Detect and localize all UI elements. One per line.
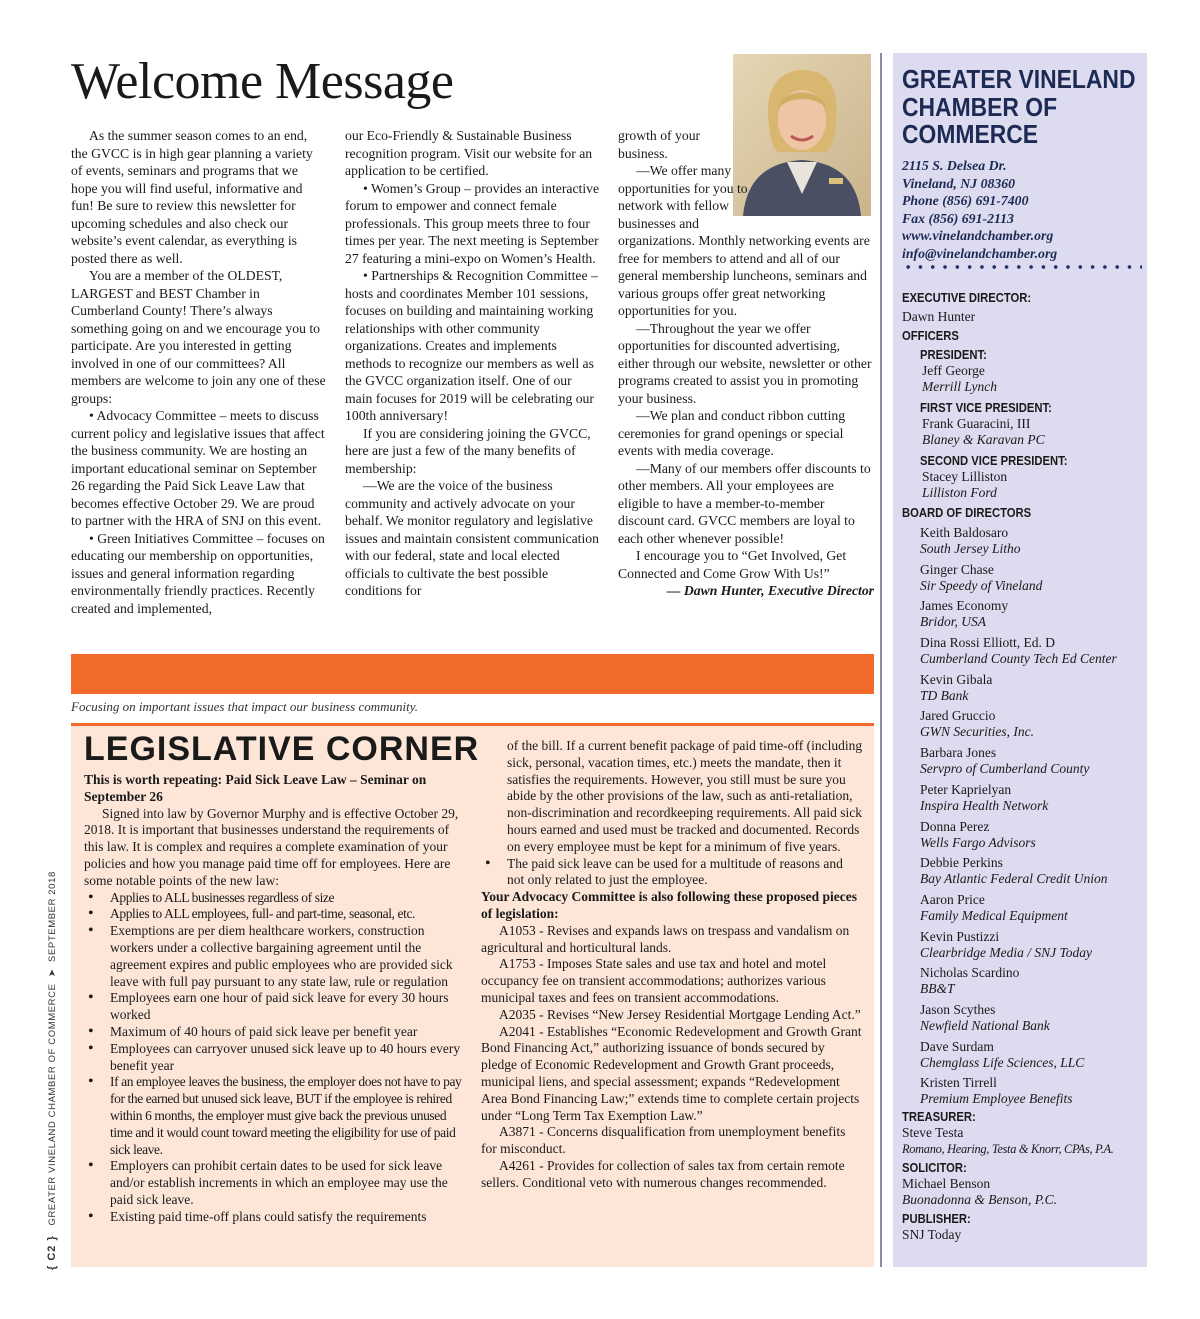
member-name: James Economy xyxy=(920,598,1009,614)
member-name: Kevin Gibala xyxy=(920,671,993,687)
running-footer xyxy=(46,871,62,1270)
paragraph: You are a member of the OLDEST, LARGEST and BEST Chamber in Cumberland County! There’s always something going on and we encourage you to participate. Are you interested in getting involved in one of our committees? All members are welcome to join any one of these groups: xyxy=(71,268,326,406)
member-org: Premium Employee Benefits xyxy=(920,1091,1073,1107)
title-line: GREATER VINELAND xyxy=(902,64,1136,94)
member-org: Wells Fargo Advisors xyxy=(920,834,1036,850)
board-member xyxy=(902,672,1142,704)
website-link[interactable]: www.vinelandchamber.org xyxy=(902,228,1054,244)
officer-org: Lilliston Ford xyxy=(922,485,997,500)
paragraph: —Throughout the year we offer opportunities for discounted advertising, either through our website, newsletter or other programs created to assist you in promoting your business. xyxy=(618,320,872,406)
title-line: COMMERCE xyxy=(902,119,1039,149)
officer-name: Jeff George xyxy=(922,363,985,378)
welcome-column-2 xyxy=(345,127,601,600)
member-org: Cumberland County Tech Ed Center xyxy=(920,651,1117,667)
officer-entry xyxy=(902,347,1142,395)
member-org: Servpro of Cumberland County xyxy=(920,761,1090,777)
welcome-title: Welcome Message xyxy=(71,53,454,110)
board-member xyxy=(902,782,1142,814)
bill-item: A2041 - Establishes “Economic Redevelopment and Growth Grant Bond Financing Act,” authorizing issuance of bonds secured by pledge of Economic Redevelopment and Growth Grant proceeds, municipal liens, and special assessment; expands “Redevelopment Area Bond Financing Law;” extends time to complete certain projects under “Long Term Tax Exemption Law.” xyxy=(481,1023,862,1123)
member-name: Jason Scythes xyxy=(920,1001,996,1017)
member-org: Bay Atlantic Federal Credit Union xyxy=(920,871,1108,887)
member-name: Jared Gruccio xyxy=(920,708,996,724)
member-name: Kevin Pustizzi xyxy=(920,928,1000,944)
board-member xyxy=(902,855,1142,887)
treasurer-label: TREASURER: xyxy=(902,1110,976,1125)
publication-name: GREATER VINELAND CHAMBER OF COMMERCE xyxy=(47,983,58,1226)
issue-date: SEPTEMBER 2018 xyxy=(47,871,58,962)
solicitor-entry xyxy=(902,1160,1142,1208)
dotted-divider xyxy=(902,264,1142,270)
publisher-entry xyxy=(902,1211,1142,1243)
member-name: Kristen Tirrell xyxy=(920,1075,997,1091)
exec-name: Dawn Hunter xyxy=(902,309,976,324)
board-member xyxy=(902,562,1142,594)
officer-org: Merrill Lynch xyxy=(922,379,997,394)
chevron-right-icon: ➤ xyxy=(47,968,58,977)
orange-divider-bar xyxy=(71,654,874,694)
paragraph: growth of your business. xyxy=(618,128,701,161)
legislative-title: LEGISLATIVE CORNER xyxy=(84,730,480,768)
member-name: Aaron Price xyxy=(920,891,985,907)
officer-role: FIRST VICE PRESIDENT: xyxy=(920,401,1052,415)
fax-number: Fax (856) 691-2113 xyxy=(902,210,1014,226)
bill-item: A4261 - Provides for collection of sales tax from certain remote sellers. Conditional veto with numerous changes recommended. xyxy=(481,1157,845,1190)
chamber-title xyxy=(902,64,1136,149)
list-item: • Applies to ALL employees, full- and part-time, seasonal, etc. xyxy=(84,906,466,923)
board-member xyxy=(902,635,1142,667)
board-member xyxy=(902,745,1142,777)
bullet-list xyxy=(84,890,466,1226)
officer-name: Frank Guaracini, III xyxy=(922,416,1031,431)
list-item: • Applies to ALL businesses regardless of size xyxy=(84,890,466,907)
bill-item: A1753 - Imposes State sales and use tax and hotel and motel occupancy fee on transient accommodations; authorizes various municipal taxes and fees on transient accommodations. xyxy=(481,956,827,1005)
list-item: • If an employee leaves the business, the employer does not have to pay for the earned but unused sick leave, BUT if the employee is rehired within 6 months, the employer must give back the previous unused time and it would count toward meeting the eligibility for use of paid sick leave. xyxy=(84,1074,466,1158)
legislative-column-1 xyxy=(84,772,466,1226)
member-name: Nicholas Scardino xyxy=(920,965,1020,981)
member-name: Dave Surdam xyxy=(920,1038,994,1054)
board-member xyxy=(902,598,1142,630)
address-line: 2115 S. Delsea Dr. xyxy=(902,158,1007,173)
solicitor-label: SOLICITOR: xyxy=(902,1161,967,1176)
treasurer-org: Romano, Hearing, Testa & Knorr, CPAs, P.A. xyxy=(902,1142,1114,1157)
exec-label: EXECUTIVE DIRECTOR: xyxy=(902,291,1032,305)
bill-item: A3871 - Concerns disqualification from unemployment benefits for misconduct. xyxy=(481,1124,846,1157)
photo-spacer xyxy=(750,127,874,229)
subhead: This is worth repeating: Paid Sick Leave Law – Seminar on September 26 xyxy=(84,772,427,804)
member-name: Debbie Perkins xyxy=(920,855,1003,871)
member-name: Ginger Chase xyxy=(920,561,994,577)
list-item: • Employers can prohibit certain dates to be used for sick leave and/or establish increments in which an employee may use the paid sick leave. xyxy=(84,1158,466,1208)
member-name: Barbara Jones xyxy=(920,745,997,761)
publisher-name: SNJ Today xyxy=(902,1227,962,1243)
officer-entry xyxy=(902,453,1142,501)
member-name: Keith Baldosaro xyxy=(920,525,1009,540)
member-org: Sir Speedy of Vineland xyxy=(920,577,1043,593)
member-org: Clearbridge Media / SNJ Today xyxy=(920,944,1092,960)
member-org: Chemglass Life Sciences, LLC xyxy=(920,1054,1085,1070)
staff-list xyxy=(902,291,1142,1243)
list-item: • The paid sick leave can be used for a multitude of reasons and not only related to just the employee. xyxy=(481,856,863,890)
contact-info xyxy=(902,157,1057,263)
welcome-column-1 xyxy=(71,127,327,617)
sidebar-divider xyxy=(880,53,882,1267)
paragraph: —We plan and conduct ribbon cutting ceremonies for grand openings or special events with media coverage. xyxy=(618,408,846,458)
solicitor-name: Michael Benson xyxy=(902,1176,991,1192)
section-tagline: Focusing on important issues that impact our business community. xyxy=(71,699,419,714)
bullet-list xyxy=(481,856,863,890)
treasurer-entry xyxy=(902,1109,1142,1157)
member-name: Peter Kaprielyan xyxy=(920,781,1012,797)
city-line: Vineland, NJ 08360 xyxy=(902,175,1016,191)
welcome-column-3 xyxy=(618,127,874,600)
officer-name: Stacey Lilliston xyxy=(922,469,1008,484)
member-org: Bridor, USA xyxy=(920,614,987,630)
list-item: • Employees earn one hour of paid sick leave for every 30 hours worked xyxy=(84,990,466,1024)
paragraph: • Green Initiatives Committee – focuses on educating our membership on opportunities, issues and general information regarding environmentally friendly practices. Recently created and implemented, xyxy=(71,530,325,616)
board-member xyxy=(902,929,1142,961)
officer-role: PRESIDENT: xyxy=(920,348,987,362)
bill-item: A2035 - Revises “New Jersey Residential Mortgage Lending Act.” xyxy=(499,1006,861,1022)
paragraph: —We offer many opportunities for you to network with fellow businesses and organizations. Monthly networking events are free for members to attend and all of our general membership luncheons, seminars and various groups offer great networking opportunities for you. xyxy=(618,163,870,318)
paragraph: As the summer season comes to an end, the GVCC is in high gear planning a variety of events, seminars and programs that we hope you will find useful, informative and fun! Be sure to review this newsletter for upcoming schedules and also check our website’s event calendar, as everything is posted there as well. xyxy=(71,128,313,266)
list-item: • Existing paid time-off plans could satisfy the requirements xyxy=(84,1209,466,1226)
paragraph: our Eco-Friendly & Sustainable Business recognition program. Visit our website for an application to be certified. xyxy=(345,128,593,178)
board-member xyxy=(902,525,1142,557)
signature: — Dawn Hunter, Executive Director xyxy=(666,583,874,598)
title-line: CHAMBER OF xyxy=(902,91,1058,122)
member-org: Inspira Health Network xyxy=(920,797,1049,813)
member-name: Dina Rossi Elliott, Ed. D xyxy=(920,635,1055,651)
paragraph: If you are considering joining the GVCC, here are just a few of the many benefits of membership: xyxy=(345,425,591,476)
officer-entry xyxy=(902,400,1142,448)
board-member xyxy=(902,819,1142,851)
paragraph: • Partnerships & Recognition Committee – hosts and coordinates Member 101 sessions, focuses on building and maintaining working relationships with other community organizations. Creates and implements methods to recognize our members as well as the GVCC organization itself. One of our main focuses for 2019 will be celebrating our 100th anniversary! xyxy=(345,268,598,423)
officer-org: Blaney & Karavan PC xyxy=(922,432,1045,447)
board-member xyxy=(902,892,1142,924)
board-member xyxy=(902,1039,1142,1071)
board-member xyxy=(902,708,1142,740)
member-org: South Jersey Litho xyxy=(920,541,1021,556)
member-org: GWN Securities, Inc. xyxy=(920,724,1034,740)
list-item: • Employees can carryover unused sick leave up to 40 hours every benefit year xyxy=(84,1041,466,1075)
paragraph: —Many of our members offer discounts to other members. All your employees are eligible to have a member-to-member discount card. GVCC members are loyal to each other whenever possible! xyxy=(618,460,871,546)
page-number: { C2 } xyxy=(46,1235,58,1270)
member-org: Newfield National Bank xyxy=(920,1017,1050,1033)
phone-number: Phone (856) 691-7400 xyxy=(902,193,1029,209)
solicitor-org: Buonadonna & Benson, P.C. xyxy=(902,1192,1057,1208)
board-member xyxy=(902,1002,1142,1034)
list-item: • Maximum of 40 hours of paid sick leave per benefit year xyxy=(84,1024,466,1041)
list-item-continued: of the bill. If a current benefit package of paid time-off (including sick, personal, vacation times, etc.) meets the mandate, then it satisfies the requirements. However, you still must be sure you abide by the other provisions of the law, such as anti-retaliation, non-discrimination and recordkeeping requirements. All paid sick hours earned and used must be tracked and documented. Records on every employee must be kept for a minimum of five years. xyxy=(507,738,863,854)
member-org: TD Bank xyxy=(920,687,969,703)
list-item: • Exemptions are per diem healthcare workers, construction workers under a collective bargaining agreement until the agreement expires and public employees who are provided sick leave with full pay pursuant to any state law, rule or regulation xyxy=(84,923,466,990)
email-link[interactable]: info@vinelandchamber.org xyxy=(902,245,1058,261)
board-member xyxy=(902,1075,1142,1107)
publisher-label: PUBLISHER: xyxy=(902,1212,971,1227)
board-label: BOARD OF DIRECTORS xyxy=(902,506,1032,520)
member-org: BB&T xyxy=(920,981,955,997)
paragraph: —We are the voice of the business community and actively advocate on your behalf. We monitor regulatory and legislative issues and maintain consistent communication with our federal, state and local elected officials to cultivate the best possible conditions for xyxy=(345,478,599,598)
officers-label: OFFICERS xyxy=(902,329,959,343)
paragraph: Signed into law by Governor Murphy and is effective October 29, 2018. It is important that businesses understand the requirements of this law. It is complex and requires a complete examination of your policies and how you manage paid time off for employees. Here are some notable points of the new law: xyxy=(84,805,459,888)
subhead: Your Advocacy Committee is also following these proposed pieces of legislation: xyxy=(481,889,857,921)
member-name: Donna Perez xyxy=(920,818,990,834)
board-member xyxy=(902,965,1142,997)
paragraph: I encourage you to “Get Involved, Get Connected and Come Grow With Us!” xyxy=(618,548,847,581)
paragraph: • Women’s Group – provides an interactive forum to empower and connect female professionals. This group meets three to four times per year. The next meeting is September 27 featuring a mini-expo on Women’s Health. xyxy=(345,180,600,266)
paragraph: • Advocacy Committee – meets to discuss current policy and legislative issues that affect the business community. We are hosting an important educational seminar on September 26 regarding the Paid Sick Leave Law that becomes effective October 29. We are proud to partner with the HRA of SNJ on this event. xyxy=(71,408,325,528)
member-org: Family Medical Equipment xyxy=(920,907,1068,923)
bill-item: A1053 - Revises and expands laws on trespass and vandalism on agricultural and horticultural lands. xyxy=(481,922,850,955)
officer-role: SECOND VICE PRESIDENT: xyxy=(920,454,1068,468)
treasurer-name: Steve Testa xyxy=(902,1125,964,1141)
legislative-column-2 xyxy=(481,738,863,1192)
